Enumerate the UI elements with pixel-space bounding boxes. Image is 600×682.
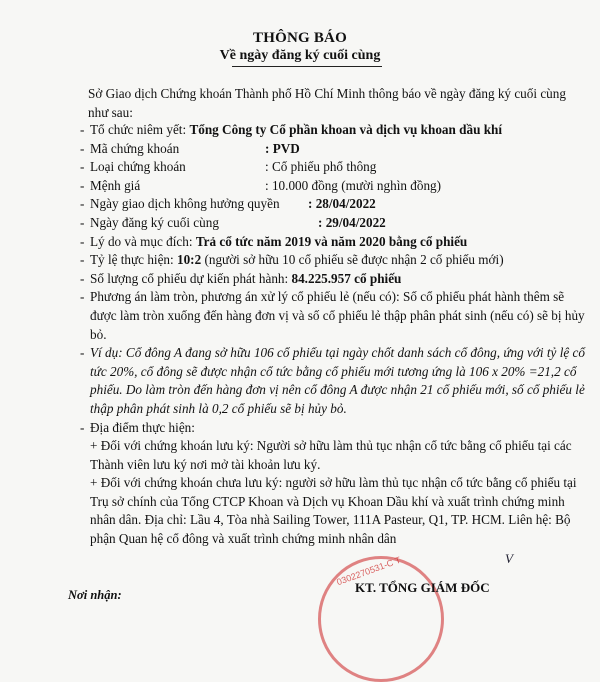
phuong-an-text: Phương án làm tròn, phương án xử lý cổ phiếu lẻ (nếu có): Số cổ phiếu phát hành thêm sẽ được làm tròn xuống đến hàng đơn vị và số cổ phiếu lẻ thập phân phát sinh (nếu có) sẽ bị hủy bỏ.: [90, 289, 585, 342]
luu-ky-text: + Đối với chứng khoán lưu ký: Người sở hữu làm thủ tục nhận cổ tức bằng cổ phiếu tại các Thành viên lưu ký nơi mở tài khoản lưu ký.: [90, 438, 572, 472]
intro-paragraph: [88, 84, 588, 122]
loai-ck-value: : Cổ phiếu phổ thông: [265, 159, 377, 175]
so-luong-label: Số lượng cổ phiếu dự kiến phát hành:: [90, 270, 289, 286]
noi-nhan-label: Nơi nhận:: [68, 588, 122, 602]
intro-text: Sở Giao dịch Chứng khoán Thành phố Hồ Chí Minh thông báo về ngày đăng ký cuối cùng như sau:: [88, 86, 566, 120]
list-item: - Phương án làm tròn, phương án xử lý cổ phiếu lẻ (nếu có): Số cổ phiếu phát hành thêm sẽ được làm tròn xuống đến hàng đơn vị và số cổ phiếu lẻ thập phân phát sinh (nếu có) sẽ bị hủy bỏ.: [80, 289, 585, 342]
list-item: - Số lượng cổ phiếu dự kiến phát hành: 84.225.957 cổ phiếu: [80, 270, 402, 286]
chua-luu-ky-text: + Đối với chứng khoán chưa lưu ký: người sở hữu làm thủ tục nhận cổ tức bằng cổ phiếu tại Trụ sở chính của Tổng CTCP Khoan và Dịch vụ Khoan Dầu khí và xuất trình chứng minh nhân dân. Địa chỉ: Lầu 4, Tòa nhà Sailing Tower, 111A Pasteur, Q1, TP. HCM. Liên hệ: Bộ phận Quan hệ cổ đông và xuất trình chứng minh nhân dân: [90, 475, 577, 547]
list-item: - Mã chứng khoán : PVD: [80, 140, 585, 159]
list-item: - Địa điểm thực hiện:: [80, 419, 195, 435]
info-list: [80, 121, 585, 549]
to-chuc-value: Tổng Công ty Cổ phần khoan và dịch vụ khoan dầu khí: [189, 122, 503, 137]
handwritten-initials: V: [505, 551, 513, 566]
vi-du-text: Ví dụ: Cổ đông A đang sở hữu 106 cổ phiếu tại ngày chốt danh sách cổ đông, ứng với tỷ lệ cổ tức 20%, cổ đông sẽ được nhận cổ tức bằng cổ phiếu mới tương ứng là 106 x 20% =21,2 cổ phiếu. Do làm tròn đến hàng đơn vị nên cổ đông A được nhận 21 cổ phiếu mới, số cổ phiếu lẻ thập phân phát sinh là 0,2 cổ phiếu sẽ bị hủy bỏ.: [90, 345, 585, 416]
document-subtitle: Về ngày đăng ký cuối cùng: [219, 48, 381, 63]
red-seal-stamp: [318, 556, 444, 682]
ma-ck-label: Mã chứng khoán: [90, 140, 180, 156]
dia-diem-label: Địa điểm thực hiện:: [90, 419, 195, 435]
ly-do-label: Lý do và mục đích:: [90, 233, 193, 249]
ma-ck-value: : PVD: [265, 140, 300, 156]
ngay-dk-label: Ngày đăng ký cuối cùng: [90, 214, 219, 230]
so-luong-value: 84.225.957 cổ phiếu: [291, 270, 402, 286]
list-item: - Ngày đăng ký cuối cùng : 29/04/2022: [80, 214, 585, 233]
ty-le-label: Tỷ lệ thực hiện:: [90, 252, 174, 268]
menh-gia-value: : 10.000 đồng (mười nghìn đồng): [265, 177, 442, 193]
document-title: THÔNG BÁO: [253, 30, 347, 46]
to-chuc-label: Tổ chức niêm yết:: [90, 122, 187, 137]
list-item: - Lý do và mục đích: Trả cổ tức năm 2019 và năm 2020 bằng cổ phiếu: [80, 233, 468, 249]
ly-do-value: Trả cổ tức năm 2019 và năm 2020 bằng cổ phiếu: [195, 233, 468, 249]
subtitle-underline: [232, 66, 382, 67]
list-item: - Ngày giao dịch không hưởng quyền : 28/04/2022: [80, 195, 585, 214]
list-item: - Loại chứng khoán : Cổ phiếu phổ thông: [80, 158, 585, 177]
ngay-gd-label: Ngày giao dịch không hưởng quyền: [90, 196, 280, 212]
signature-title: KT. TỔNG GIÁM ĐỐC: [355, 580, 490, 595]
ty-le-note: (người sở hữu 10 cổ phiếu sẽ được nhận 2 cổ phiếu mới): [204, 252, 504, 268]
ty-le-value: 10:2: [176, 252, 202, 268]
ngay-gd-value: : 28/04/2022: [308, 196, 376, 212]
stamp-text: 0302270531-C T: [335, 554, 403, 588]
list-item: - Tỷ lệ thực hiện: 10:2 (người sở hữu 10 cổ phiếu sẽ được nhận 2 cổ phiếu mới): [80, 252, 504, 268]
ngay-dk-value: : 29/04/2022: [318, 214, 386, 230]
list-item: - Tổ chức niêm yết: Tổng Công ty Cổ phần khoan và dịch vụ khoan dầu khí: [80, 122, 503, 137]
list-item: - Mệnh giá : 10.000 đồng (mười nghìn đồng): [80, 177, 585, 196]
loai-ck-label: Loại chứng khoán: [90, 159, 186, 175]
list-item: - Ví dụ: Cổ đông A đang sở hữu 106 cổ phiếu tại ngày chốt danh sách cổ đông, ứng với tỷ lệ cổ tức 20%, cổ đông sẽ được nhận cổ tức bằng cổ phiếu mới tương ứng là 106 x 20% =21,2 cổ phiếu. Do làm tròn đến hàng đơn vị nên cổ đông A được nhận 21 cổ phiếu mới, số cổ phiếu lẻ thập phân phát sinh là 0,2 cổ phiếu sẽ bị hủy bỏ.: [80, 345, 585, 416]
menh-gia-label: Mệnh giá: [90, 177, 141, 193]
